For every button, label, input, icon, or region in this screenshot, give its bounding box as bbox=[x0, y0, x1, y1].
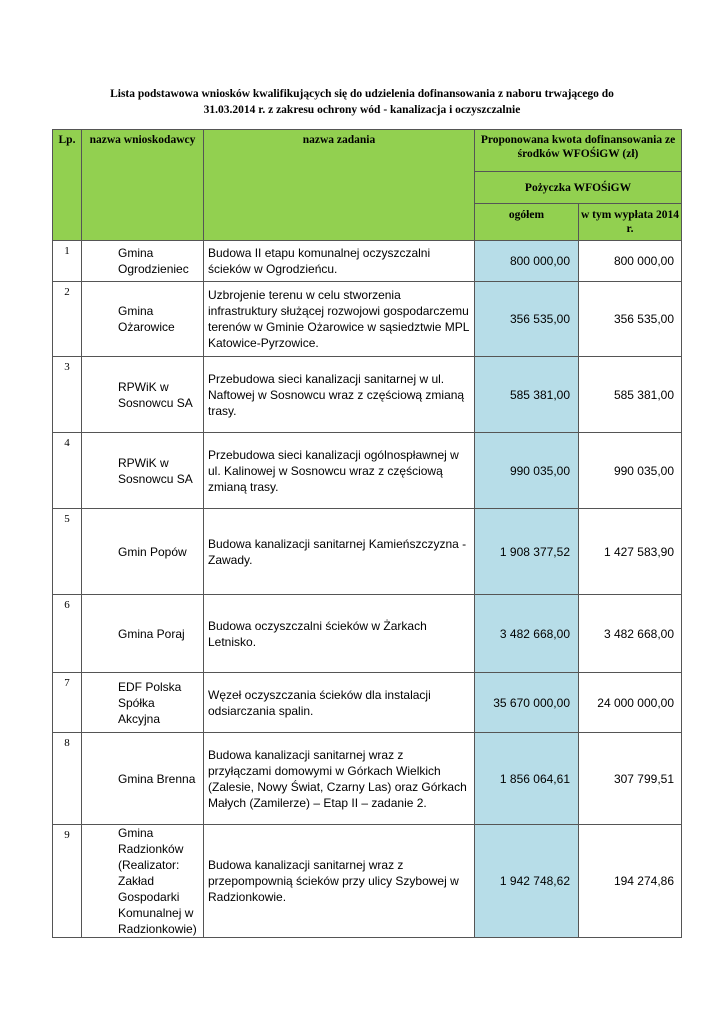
row-applicant: Gmina Poraj bbox=[82, 595, 204, 673]
row-lp: 5 bbox=[53, 509, 82, 595]
row-lp: 8 bbox=[53, 733, 82, 825]
row-payout: 3 482 668,00 bbox=[579, 595, 682, 673]
header-lp: Lp. bbox=[53, 130, 82, 241]
row-applicant: Gmina Radzionków (Realizator: Zakład Gospodarki Komunalnej w Radzionkowie) bbox=[82, 825, 204, 938]
row-task: Węzeł oczyszczania ścieków dla instalacji odsiarczania spalin. bbox=[204, 673, 475, 733]
row-total: 990 035,00 bbox=[475, 433, 579, 509]
row-lp: 7 bbox=[53, 673, 82, 733]
row-task: Przebudowa sieci kanalizacji ogólnospławnej w ul. Kalinowej w Sosnowcu wraz z częściową zmianą trasy. bbox=[204, 433, 475, 509]
header-applicant: nazwa wnioskodawcy bbox=[82, 130, 204, 241]
row-applicant: Gmin Popów bbox=[82, 509, 204, 595]
row-lp: 6 bbox=[53, 595, 82, 673]
row-lp: 3 bbox=[53, 357, 82, 433]
row-lp: 2 bbox=[53, 282, 82, 357]
row-applicant: EDF Polska Spółka Akcyjna bbox=[82, 673, 204, 733]
row-total: 3 482 668,00 bbox=[475, 595, 579, 673]
row-payout: 356 535,00 bbox=[579, 282, 682, 357]
row-payout: 800 000,00 bbox=[579, 241, 682, 282]
row-total: 1 856 064,61 bbox=[475, 733, 579, 825]
table-row bbox=[53, 673, 682, 733]
row-total: 35 670 000,00 bbox=[475, 673, 579, 733]
table-row bbox=[53, 825, 682, 938]
table-row bbox=[53, 509, 682, 595]
row-payout: 24 000 000,00 bbox=[579, 673, 682, 733]
row-payout: 307 799,51 bbox=[579, 733, 682, 825]
row-task: Budowa kanalizacji sanitarnej wraz z przyłączami domowymi w Górkach Wielkich (Zalesie, Nowy Świat, Czarny Las) oraz Górkach Małych (Zamilerze) – Etap II – zadanie 2. bbox=[204, 733, 475, 825]
row-payout: 585 381,00 bbox=[579, 357, 682, 433]
row-applicant: Gmina Brenna bbox=[82, 733, 204, 825]
table-row bbox=[53, 595, 682, 673]
header-total: ogółem bbox=[475, 204, 579, 241]
header-payout-2014: w tym wypłata 2014 r. bbox=[579, 204, 682, 241]
row-applicant: Gmina Ogrodzieniec bbox=[82, 241, 204, 282]
header-task: nazwa zadania bbox=[204, 130, 475, 241]
title-line-1: Lista podstawowa wniosków kwalifikujących się do udzielenia dofinansowania z naboru trwającego do bbox=[110, 88, 614, 100]
row-total: 800 000,00 bbox=[475, 241, 579, 282]
header-row-1 bbox=[53, 130, 682, 172]
header-loan: Pożyczka WFOŚiGW bbox=[475, 172, 682, 204]
row-total: 1 908 377,52 bbox=[475, 509, 579, 595]
row-total: 1 942 748,62 bbox=[475, 825, 579, 938]
applications-table bbox=[52, 129, 682, 938]
row-payout: 194 274,86 bbox=[579, 825, 682, 938]
row-applicant: Gmina Ożarowice bbox=[82, 282, 204, 357]
row-task: Budowa oczyszczalni ścieków w Żarkach Letnisko. bbox=[204, 595, 475, 673]
row-task: Uzbrojenie terenu w celu stworzenia infrastruktury służącej rozwojowi gospodarczemu terenów w Gminie Ożarowice w sąsiedztwie MPL Katowice-Pyrzowice. bbox=[204, 282, 475, 357]
row-lp: 1 bbox=[53, 241, 82, 282]
table-row bbox=[53, 282, 682, 357]
row-applicant: RPWiK w Sosnowcu SA bbox=[82, 357, 204, 433]
row-applicant: RPWiK w Sosnowcu SA bbox=[82, 433, 204, 509]
header-proposed-amount: Proponowana kwota dofinansowania ze środków WFOŚiGW (zł) bbox=[475, 130, 682, 172]
row-task: Przebudowa sieci kanalizacji sanitarnej w ul. Naftowej w Sosnowcu wraz z częściową zmianą trasy. bbox=[204, 357, 475, 433]
title-line-2: 31.03.2014 r. z zakresu ochrony wód - kanalizacja i oczyszczalnie bbox=[203, 104, 521, 116]
row-lp: 9 bbox=[53, 825, 82, 938]
row-payout: 1 427 583,90 bbox=[579, 509, 682, 595]
table-row bbox=[53, 433, 682, 509]
row-payout: 990 035,00 bbox=[579, 433, 682, 509]
document-title bbox=[60, 86, 664, 118]
table-row bbox=[53, 241, 682, 282]
table-row bbox=[53, 733, 682, 825]
row-total: 356 535,00 bbox=[475, 282, 579, 357]
row-task: Budowa kanalizacji sanitarnej wraz z przepompownią ścieków przy ulicy Szybowej w Radzionkowie. bbox=[204, 825, 475, 938]
table-row bbox=[53, 357, 682, 433]
row-lp: 4 bbox=[53, 433, 82, 509]
row-total: 585 381,00 bbox=[475, 357, 579, 433]
row-task: Budowa kanalizacji sanitarnej Kamieńszczyzna - Zawady. bbox=[204, 509, 475, 595]
row-task: Budowa II etapu komunalnej oczyszczalni ścieków w Ogrodzieńcu. bbox=[204, 241, 475, 282]
